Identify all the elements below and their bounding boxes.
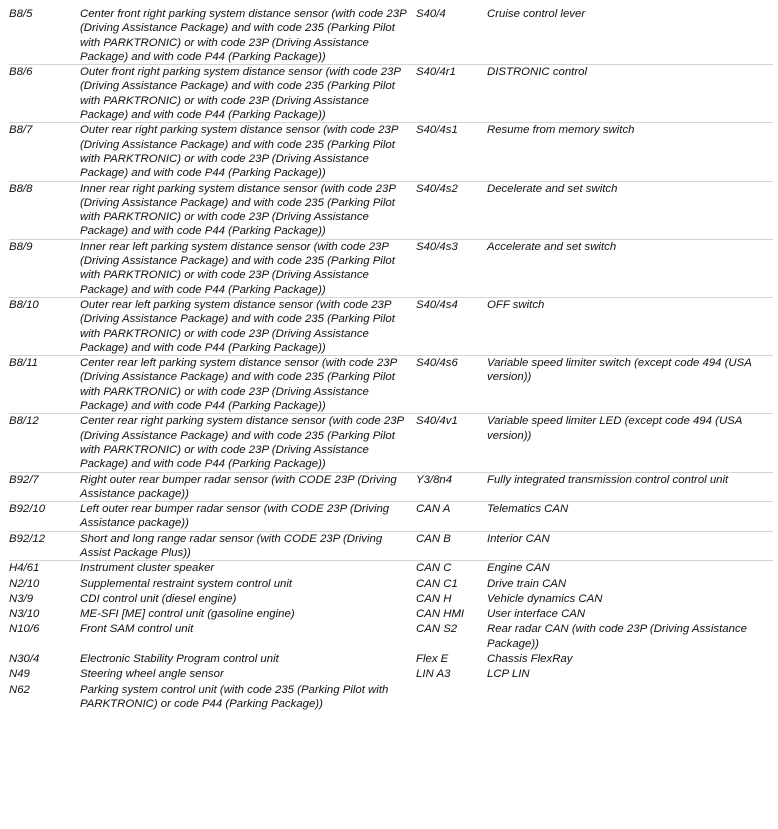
left-code: H4/61	[9, 561, 80, 576]
left-description: Inner rear left parking system distance sensor (with code 23P (Driving Assistance Package) and with code 235 (Parking Pilot with PARKTRONIC) or with code 23P (Driving Assistance Package) and with code P44 (Parking Package))	[80, 239, 416, 297]
left-description: Front SAM control unit	[80, 623, 194, 636]
right-description: LCP LIN	[487, 668, 530, 681]
table-row	[9, 239, 773, 297]
left-code: B8/7	[9, 123, 80, 181]
right-code: CAN H	[416, 592, 452, 605]
table-row	[9, 7, 773, 65]
right-code: S40/4s3	[416, 239, 487, 297]
left-description: Instrument cluster speaker	[80, 561, 416, 576]
table-row	[9, 651, 773, 666]
right-description: Interior CAN	[487, 531, 773, 561]
left-description: Supplemental restraint system control unit	[80, 577, 293, 590]
right-code: Y3/8n4	[416, 472, 487, 502]
right-code: LIN A3	[416, 668, 451, 681]
table-row	[9, 606, 773, 621]
left-description: Center rear left parking system distance sensor (with code 23P (Driving Assistance Package) and with code 235 (Parking Pilot with PARKTRONIC) or with code 23P (Driving Assistance Package) and with code P44 (Parking Package))	[80, 356, 416, 414]
table-row	[9, 666, 773, 681]
right-description: Vehicle dynamics CAN	[487, 592, 603, 605]
right-description: Decelerate and set switch	[487, 181, 773, 239]
left-description: Short and long range radar sensor (with CODE 23P (Driving Assist Package Plus))	[80, 531, 416, 561]
right-description: Variable speed limiter LED (except code 494 (USA version))	[487, 414, 773, 472]
right-code: S40/4v1	[416, 414, 487, 472]
left-description: Right outer rear bumper radar sensor (with CODE 23P (Driving Assistance package))	[80, 472, 416, 502]
right-description: User interface CAN	[487, 608, 586, 621]
right-description: Accelerate and set switch	[487, 239, 773, 297]
right-description: Variable speed limiter switch (except code 494 (USA version))	[487, 356, 773, 414]
left-description: Electronic Stability Program control unit	[80, 653, 279, 666]
left-description: Center rear right parking system distance sensor (with code 23P (Driving Assistance Package) and with code 235 (Parking Pilot with PARKTRONIC) or with code 23P (Driving Assistance Package) and with code P44 (Parking Package))	[80, 414, 416, 472]
right-description: Cruise control lever	[487, 8, 586, 20]
right-code: S40/4s4	[416, 297, 487, 355]
left-code: B92/7	[9, 472, 80, 502]
left-description: Inner rear right parking system distance sensor (with code 23P (Driving Assistance Package) and with code 235 (Parking Pilot with PARKTRONIC) or with code 23P (Driving Assistance Package) and with code P44 (Parking Package))	[80, 181, 416, 239]
table-row	[9, 531, 773, 561]
left-code: B8/12	[9, 414, 80, 472]
right-code: CAN C1	[416, 577, 458, 590]
right-code: S40/4s2	[416, 181, 487, 239]
left-code: N62	[9, 683, 30, 696]
left-code: B92/12	[9, 531, 80, 561]
right-code: Flex E	[416, 653, 449, 666]
left-description: Outer rear left parking system distance sensor (with code 23P (Driving Assistance Package) and with code 235 (Parking Pilot with PARKTRONIC) or with code 23P (Driving Assistance Package) and with code P44 (Parking Package))	[80, 297, 416, 355]
right-description: Telematics CAN	[487, 502, 773, 532]
left-code: B8/9	[9, 239, 80, 297]
right-code: S40/4s6	[416, 356, 487, 414]
right-description: Drive train CAN	[487, 577, 567, 590]
table-row	[9, 591, 773, 606]
left-code: N49	[9, 668, 30, 681]
left-description: Center front right parking system distance sensor (with code 23P (Driving Assistance Package) and with code 235 (Parking Pilot with PARKTRONIC) or with code 23P (Driving Assistance Package) and with code P44 (Parking Package))	[80, 8, 407, 63]
left-code: N2/10	[9, 577, 40, 590]
table-row	[9, 621, 773, 651]
right-description: Chassis FlexRay	[487, 653, 573, 666]
table-row	[9, 502, 773, 532]
right-code	[416, 682, 487, 712]
right-code: CAN B	[416, 531, 487, 561]
legend-body	[9, 7, 773, 711]
left-description: Outer rear right parking system distance sensor (with code 23P (Driving Assistance Package) and with code 235 (Parking Pilot with PARKTRONIC) or with code 23P (Driving Assistance Package) and with code P44 (Parking Package))	[80, 123, 416, 181]
table-row	[9, 356, 773, 414]
right-code: CAN HMI	[416, 608, 465, 621]
left-description: Steering wheel angle sensor	[80, 668, 224, 681]
left-code: B8/10	[9, 297, 80, 355]
right-description: DISTRONIC control	[487, 65, 773, 123]
table-row	[9, 576, 773, 591]
left-code: B92/10	[9, 502, 80, 532]
table-row	[9, 123, 773, 181]
right-description: Resume from memory switch	[487, 123, 773, 181]
left-code: N3/9	[9, 592, 34, 605]
right-description: Engine CAN	[487, 561, 773, 576]
left-code: B8/5	[9, 8, 33, 20]
table-row	[9, 682, 773, 712]
right-code: S40/4r1	[416, 65, 487, 123]
left-code: B8/6	[9, 65, 80, 123]
table-row	[9, 414, 773, 472]
table-row	[9, 472, 773, 502]
left-code: B8/11	[9, 356, 80, 414]
left-description: Outer front right parking system distance sensor (with code 23P (Driving Assistance Package) and with code 235 (Parking Pilot with PARKTRONIC) or with code 23P (Driving Assistance Package) and with code P44 (Parking Package))	[80, 65, 416, 123]
right-description: OFF switch	[487, 297, 773, 355]
right-description: Rear radar CAN (with code 23P (Driving Assistance Package))	[487, 623, 747, 650]
right-description: Fully integrated transmission control control unit	[487, 472, 773, 502]
left-code: B8/8	[9, 181, 80, 239]
left-description: Left outer rear bumper radar sensor (with CODE 23P (Driving Assistance package))	[80, 502, 416, 532]
table-row	[9, 297, 773, 355]
table-row	[9, 181, 773, 239]
right-code: S40/4	[416, 8, 446, 20]
left-description: CDI control unit (diesel engine)	[80, 592, 237, 605]
left-code: N3/10	[9, 608, 40, 621]
left-description: Parking system control unit (with code 235 (Parking Pilot with PARKTRONIC) or code P44 (Parking Package))	[80, 683, 389, 710]
component-legend-table	[9, 7, 773, 711]
right-code: CAN C	[416, 561, 487, 576]
left-code: N10/6	[9, 623, 40, 636]
right-code: CAN A	[416, 502, 487, 532]
left-code: N30/4	[9, 653, 40, 666]
right-description	[487, 682, 773, 712]
right-code: CAN S2	[416, 623, 458, 636]
right-code: S40/4s1	[416, 123, 487, 181]
left-description: ME-SFI [ME] control unit (gasoline engine)	[80, 608, 295, 621]
table-row	[9, 561, 773, 576]
table-row	[9, 65, 773, 123]
